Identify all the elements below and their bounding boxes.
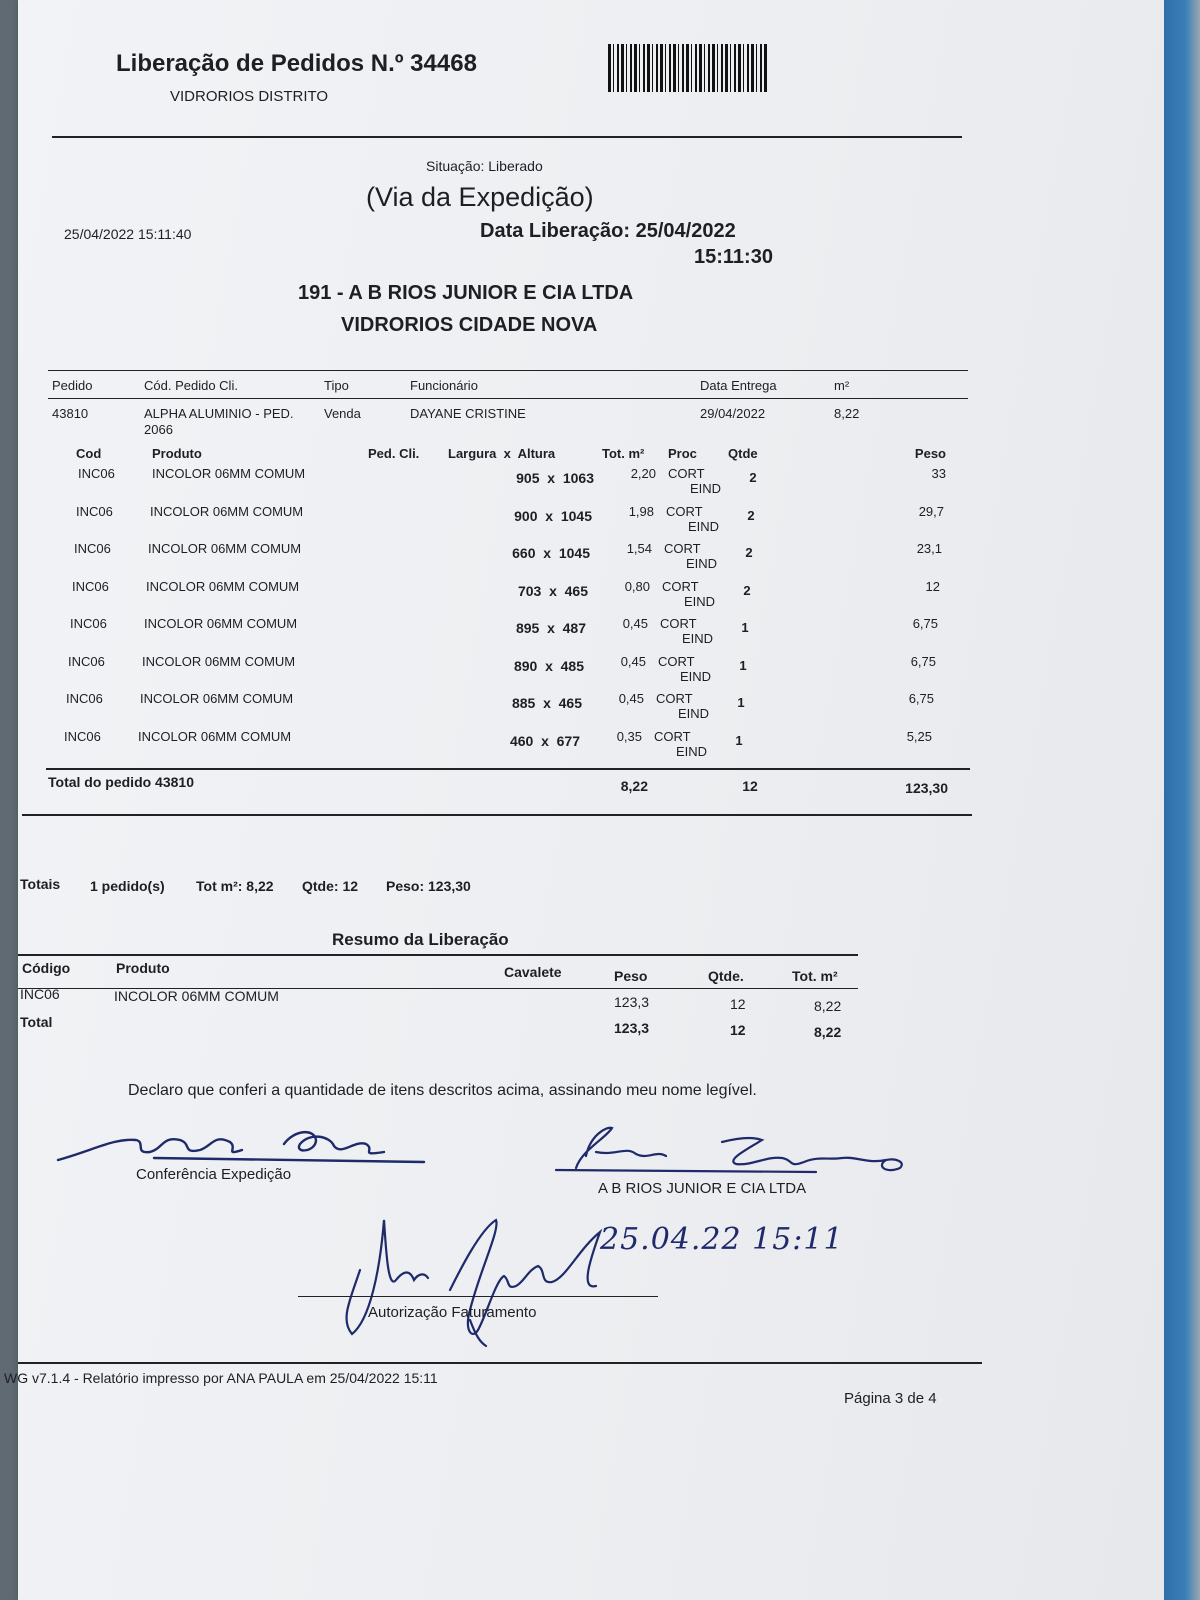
item-produto: INCOLOR 06MM COMUM [152,466,306,481]
items-col-ped-cli: Ped. Cli. [368,446,420,461]
item-qtde: 2 [743,582,751,598]
page-number: Página 3 de 4 [844,1390,937,1407]
barcode [608,44,768,92]
item-proc1: CORT [662,578,699,594]
order-number: 43810 [52,406,89,421]
item-produto: INCOLOR 06MM COMUM [146,578,300,594]
order-client-code-2: 2066 [144,422,173,437]
col-pedido: Pedido [52,378,93,393]
client-label: A B RIOS JUNIOR E CIA LTDA [598,1180,807,1197]
item-proc2: EIND [688,518,720,534]
divider [18,954,858,956]
summary-col-qtde: Qtde. [708,968,744,984]
order-employee: DAYANE CRISTINE [410,406,526,421]
item-produto: INCOLOR 06MM COMUM [140,691,294,706]
copy-type: (Via da Expedição) [366,182,594,212]
items-col-cod: Cod [76,446,102,461]
summary-col-codigo: Código [22,960,71,976]
item-cod: INC06 [64,728,101,744]
item-produto: INCOLOR 06MM COMUM [150,503,304,519]
footer-text: WG v7.1.4 - Relatório impresso por ANA PAULA em 25/04/2022 15:11 [4,1370,438,1386]
summary-codigo: INC06 [20,986,60,1002]
release-date: Data Liberação: 25/04/2022 [480,220,736,242]
item-proc1: CORT [654,728,691,744]
items-col-proc: Proc [668,446,697,461]
item-produto: INCOLOR 06MM COMUM [144,616,298,631]
item-qtde: 1 [735,732,743,748]
summary-col-tot: Tot. m² [792,968,838,984]
item-produto: INCOLOR 06MM COMUM [148,541,302,556]
summary-total-qtde: 12 [730,1022,746,1038]
summary-col-cavalete: Cavalete [504,964,562,980]
item-peso: 23,1 [916,541,942,556]
item-peso: 6,75 [910,653,936,669]
signature-line [298,1296,658,1297]
item-dims: 703 x 465 [517,582,588,599]
item-tot: 1,98 [628,503,654,519]
col-m2: m² [834,378,850,393]
item-proc2: EIND [676,743,708,759]
release-time: 15:11:30 [694,246,773,268]
declaration-text: Declaro que conferi a quantidade de itens descritos acima, assinando meu nome legível. [128,1082,757,1099]
item-cod: INC06 [68,653,105,669]
item-peso: 29,7 [918,503,944,519]
item-peso: 6,75 [908,691,934,706]
item-cod: INC06 [78,466,115,481]
items-col-tot: Tot. m² [602,446,645,461]
totals-qtde: Qtde: 12 [302,878,359,894]
divider [48,398,968,399]
items-col-peso: Peso [914,446,946,461]
expedition-label: Conferência Expedição [136,1166,292,1183]
totals-peso: Peso: 123,30 [386,878,471,894]
summary-peso: 123,3 [614,994,650,1010]
col-tipo: Tipo [324,378,349,393]
item-tot: 0,80 [624,578,650,594]
item-dims: 460 x 677 [509,732,580,749]
divider [46,768,970,770]
billing-label: Autorização Faturamento [368,1304,537,1321]
handwritten-date: 25.04.22 15:11 [600,1222,844,1257]
item-peso: 33 [931,466,946,481]
divider [52,136,962,138]
background-edge [1164,0,1200,1600]
company-name: VIDRORIOS DISTRITO [170,88,329,105]
item-dims: 890 x 485 [513,657,584,674]
item-dims: 660 x 1045 [512,545,590,561]
item-proc1: CORT [666,503,703,519]
col-funcionario: Funcionário [410,378,478,393]
summary-title: Resumo da Liberação [332,930,509,949]
item-proc2: EIND [682,631,714,646]
item-peso: 6,75 [912,616,938,631]
item-qtde: 1 [737,695,745,710]
item-proc1: CORT [656,691,693,706]
item-qtde: 2 [747,507,755,523]
item-cod: INC06 [70,616,107,631]
item-proc2: EIND [690,481,722,496]
item-dims: 885 x 465 [511,695,582,711]
item-produto: INCOLOR 06MM COMUM [138,728,292,744]
order-total-qtde: 12 [742,778,758,794]
totals-orders: 1 pedido(s) [90,878,165,894]
item-cod: INC06 [74,541,111,556]
summary-qtde: 12 [730,996,746,1012]
item-tot: 2,20 [630,466,656,481]
document-title: Liberação de Pedidos N.º 34468 [116,50,477,77]
print-datetime: 25/04/2022 15:11:40 [64,226,192,242]
order-total-m2: 8,22 [620,778,648,794]
order-m2: 8,22 [834,406,860,421]
item-proc2: EIND [686,556,718,571]
item-proc1: CORT [660,616,697,631]
item-proc1: CORT [668,466,705,481]
document-page [4,0,1164,1600]
item-cod: INC06 [72,578,109,594]
item-cod: INC06 [76,503,113,519]
item-cod: INC06 [66,691,103,706]
summary-col-peso: Peso [614,968,648,984]
totals-label: Totais [20,876,61,892]
summary-col-produto: Produto [116,960,170,976]
order-delivery-date: 29/04/2022 [700,406,766,421]
items-col-qtde: Qtde [728,446,758,461]
item-qtde: 1 [741,620,749,635]
item-produto: INCOLOR 06MM COMUM [142,653,296,669]
client-store: VIDRORIOS CIDADE NOVA [341,314,598,336]
item-tot: 1,54 [626,541,652,556]
divider [48,370,968,371]
order-client-code: ALPHA ALUMINIO - PED. [144,406,294,421]
item-peso: 12 [925,578,940,594]
item-proc1: CORT [664,541,701,556]
col-cod-cli: Cód. Pedido Cli. [144,378,238,393]
items-col-dims: Largura x Altura [448,446,556,461]
item-dims: 895 x 487 [515,620,586,636]
item-dims: 905 x 1063 [516,470,594,486]
item-proc2: EIND [678,706,710,721]
footer-divider [18,1362,982,1364]
billing-signature [300,1210,660,1355]
item-qtde: 2 [749,470,757,485]
summary-tot: 8,22 [814,998,842,1014]
item-tot: 0,45 [622,616,648,631]
item-tot: 0,45 [620,653,646,669]
item-proc2: EIND [680,668,712,684]
summary-total-peso: 123,3 [614,1020,650,1036]
item-peso: 5,25 [906,728,932,744]
item-qtde: 1 [739,657,747,673]
item-tot: 0,45 [618,691,644,706]
client-name: 191 - A B RIOS JUNIOR E CIA LTDA [298,282,634,304]
item-proc1: CORT [658,653,695,669]
summary-total-tot: 8,22 [814,1024,842,1040]
item-proc2: EIND [684,593,716,609]
summary-total-label: Total [20,1014,53,1030]
col-data-entrega: Data Entrega [700,378,777,393]
totals-m2: Tot m²: 8,22 [196,878,274,894]
items-col-produto: Produto [152,446,202,461]
item-tot: 0,35 [616,728,642,744]
order-type: Venda [324,406,361,421]
status-text: Situação: Liberado [426,158,543,174]
order-total-peso: 123,30 [905,780,948,796]
divider [22,814,972,816]
order-total-label: Total do pedido 43810 [48,774,194,790]
item-dims: 900 x 1045 [514,507,592,524]
summary-produto: INCOLOR 06MM COMUM [114,988,279,1004]
item-qtde: 2 [745,545,753,560]
